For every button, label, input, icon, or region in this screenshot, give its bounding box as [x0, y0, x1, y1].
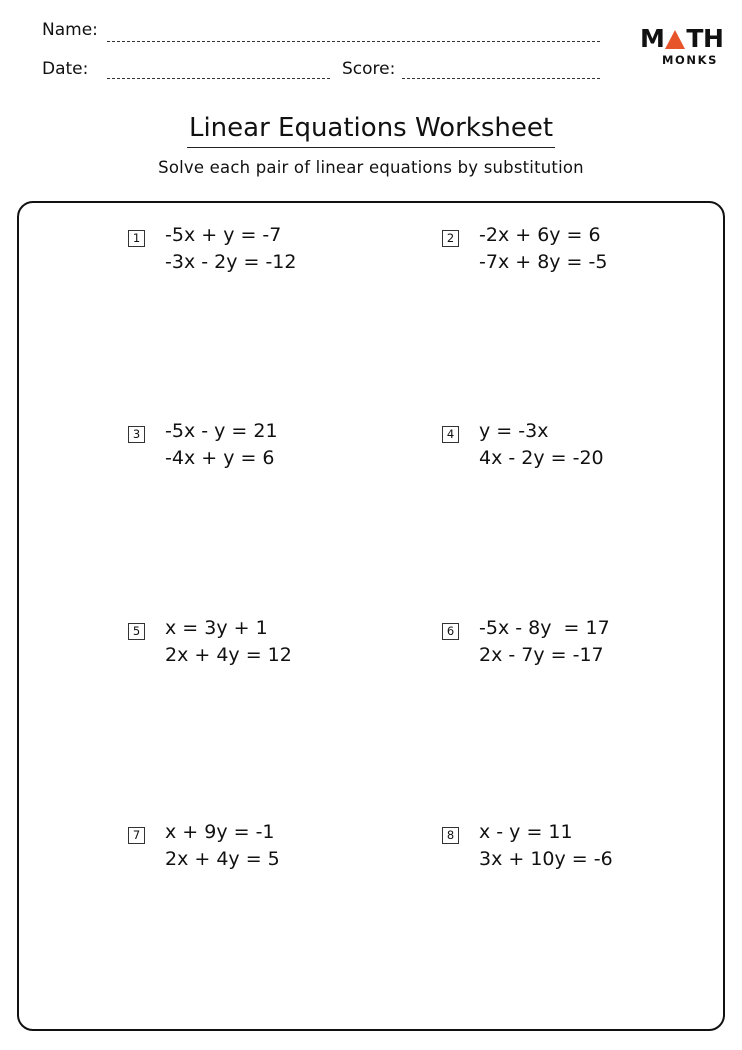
equation-1: -5x + y = -7	[165, 224, 282, 246]
name-label: Name:	[42, 20, 98, 40]
problem-number: 3	[128, 426, 145, 443]
worksheet-title-text: Linear Equations Worksheet	[187, 113, 555, 148]
equation-2: 2x + 4y = 12	[165, 644, 292, 666]
equation-2: -7x + 8y = -5	[479, 251, 608, 273]
equation-1: -2x + 6y = 6	[479, 224, 601, 246]
equation-2: -3x - 2y = -12	[165, 251, 297, 273]
problem-number: 6	[442, 623, 459, 640]
score-label: Score:	[342, 59, 396, 79]
logo-triangle-icon	[665, 30, 685, 49]
equation-1: -5x - 8y = 17	[479, 617, 610, 639]
problem-number: 7	[128, 827, 145, 844]
worksheet-subtitle: Solve each pair of linear equations by substitution	[158, 158, 584, 177]
equation-1: y = -3x	[479, 420, 549, 442]
equation-2: 3x + 10y = -6	[479, 848, 613, 870]
problem-number: 2	[442, 230, 459, 247]
equation-2: 4x - 2y = -20	[479, 447, 604, 469]
equation-1: x - y = 11	[479, 821, 573, 843]
problem-number: 5	[128, 623, 145, 640]
math-monks-logo	[640, 24, 724, 70]
equation-2: -4x + y = 6	[165, 447, 275, 469]
logo-text-left: M	[640, 24, 665, 53]
problem-number: 4	[442, 426, 459, 443]
date-label: Date:	[42, 59, 89, 79]
problems-box	[17, 201, 725, 1031]
name-field[interactable]	[107, 41, 600, 42]
equation-2: 2x - 7y = -17	[479, 644, 604, 666]
date-field[interactable]	[107, 78, 330, 79]
equation-1: x + 9y = -1	[165, 821, 275, 843]
worksheet-title	[0, 113, 742, 148]
logo-text-right: TH	[686, 24, 724, 53]
score-field[interactable]	[402, 78, 600, 79]
equation-2: 2x + 4y = 5	[165, 848, 280, 870]
equation-1: -5x - y = 21	[165, 420, 278, 442]
problem-number: 8	[442, 827, 459, 844]
equation-1: x = 3y + 1	[165, 617, 268, 639]
logo-subtext: MONKS	[662, 53, 719, 67]
problem-number: 1	[128, 230, 145, 247]
